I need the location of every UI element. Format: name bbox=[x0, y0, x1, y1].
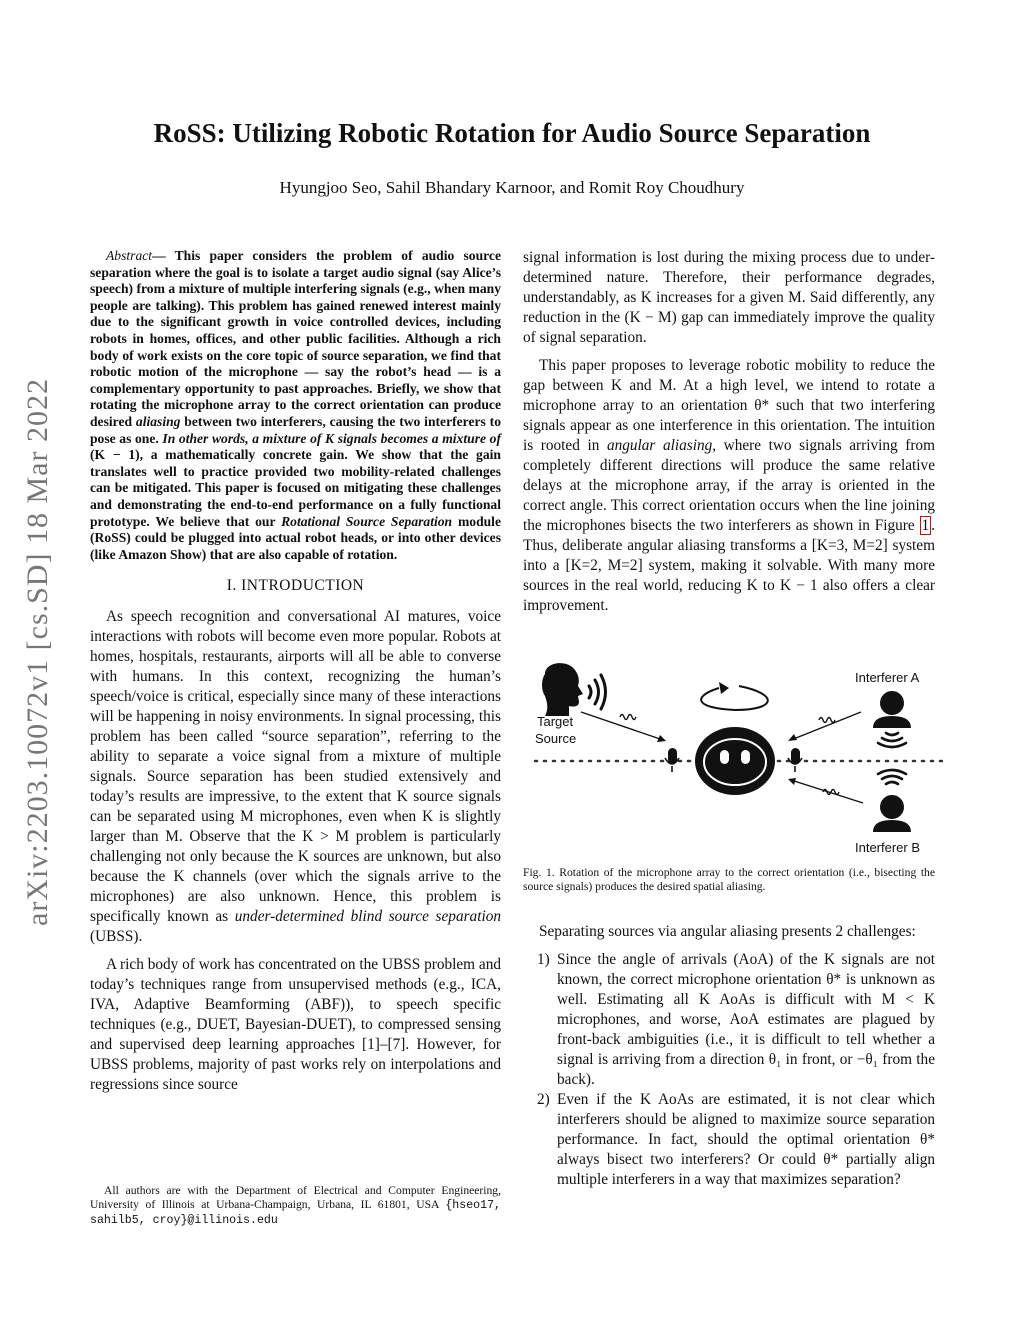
right-column-lower bbox=[523, 922, 935, 1190]
right-text-2a: This paper proposes to leverage robotic mobility to reduce the gap between K and M. At a high level, we intend to rotate a microphone array to an orientation θ* such that two interfering signals appear as one interference in this orientation. The intuition is rooted in bbox=[523, 357, 935, 454]
left-column bbox=[90, 248, 501, 1103]
target-speaker-icon bbox=[542, 663, 583, 716]
interferer-a-label: Interferer A bbox=[855, 670, 920, 685]
interferer-b-waves-icon bbox=[878, 770, 906, 784]
abstract-ross: Rotational Source Separation bbox=[281, 513, 453, 529]
list-item-number: 2) bbox=[537, 1091, 550, 1108]
challenges-list bbox=[523, 950, 935, 1190]
interferer-a-person-icon bbox=[873, 691, 911, 728]
intro-text-1: As speech recognition and conversational AI matures, voice interactions with robots will become even more popular. Robots at homes, hospitals, restaurants, airports will all be able to converse with humans. In this context, recognizing the human’s speech/voice is critical, especially since many of these interactions will be happening in noisy environments. In signal processing, this problem has been called “source separation”, referring to the ability to separate a voice signal from a mixture of multiple signals. Source separation has been studied extensively and today’s results are impressive, to the extent that K source signals can be separated using M microphones, even when K is slightly larger than M. Observe that the K > M problem is particularly challenging not only because the K sources are unknown, but also because the K channels (over which the signals arrive to the microphones) are also unknown. Hence, this problem is specifically known as bbox=[90, 608, 501, 926]
intro-italic: under-determined blind source separation bbox=[234, 908, 501, 926]
arxiv-identifier: arXiv:2203.10072v1 [cs.SD] 18 Mar 2022 bbox=[21, 378, 54, 926]
interferer-a-waves-icon bbox=[878, 733, 906, 747]
target-label-line2: Source bbox=[535, 731, 577, 746]
figure-reference-link[interactable]: 1 bbox=[921, 517, 930, 534]
interferer-b-label: Interferer B bbox=[855, 840, 921, 855]
footnote-emails: {hseo17, sahilb5, croy}@illinois.edu bbox=[90, 1199, 501, 1227]
list-item-number: 1) bbox=[537, 951, 550, 968]
interferer-b-squiggle bbox=[823, 790, 839, 795]
list-item-text: Since the angle of arrivals (AoA) of the K signals are not known, the correct microphone orientation θ* is unknown as well. Estimating all K AoAs is difficult with M < K microphones, and worse, AoA estimates are plagued by front-back ambiguities (i.e., it is difficult to tell whether a signal is arriving from a direction θ₁ in front, or −θ₁ from the back). bbox=[557, 951, 935, 1088]
abstract-text-4: module (RoSS) could be plugged into actual robot heads, or into other devices (like Amazon Show) that are also capable of rotation. bbox=[90, 513, 501, 562]
angular-aliasing-italic: angular aliasing bbox=[606, 437, 713, 454]
intro-text-1-end: (UBSS). bbox=[90, 928, 143, 946]
interferer-a-arrowhead bbox=[788, 734, 797, 741]
list-item bbox=[523, 1090, 935, 1190]
interferer-a-squiggle bbox=[819, 718, 835, 723]
abstract-label: Abstract bbox=[106, 248, 153, 263]
author-list: Hyungjoo Seo, Sahil Bhandary Karnoor, and Romit Roy Choudhury bbox=[279, 178, 745, 197]
abstract-text-2: between two interferers, causing the two interferers to pose as one. bbox=[90, 413, 501, 446]
interferer-b-person-icon bbox=[873, 795, 911, 832]
footnote-text: All authors are with the Department of Electrical and Computer Engineering, University of Illinois at Urbana-Champaign, Urbana, IL 61801, USA bbox=[90, 1184, 501, 1211]
microphone-right-icon bbox=[788, 748, 802, 772]
right-column bbox=[523, 248, 935, 624]
rotation-arrow bbox=[701, 686, 768, 710]
abstract-italic: In other words, a mixture of K signals becomes a mixture of bbox=[162, 430, 501, 446]
right-paragraph-2 bbox=[523, 356, 935, 616]
microphone-left-icon bbox=[665, 748, 679, 772]
abstract bbox=[90, 248, 501, 563]
sound-waves-icon bbox=[589, 675, 606, 709]
right-paragraph-1: signal information is lost during the mixing process due to under-determined nature. Therefore, their performance degrades, understandably, as K increases for a given M. Said differently, any reduction in the (K − M) gap can immediately improve the quality of signal separation. bbox=[523, 249, 935, 346]
paper-title: RoSS: Utilizing Robotic Rotation for Audio Source Separation bbox=[153, 118, 871, 148]
target-label-line1: Target bbox=[537, 714, 574, 729]
rotation-arrowhead bbox=[719, 682, 729, 694]
target-signal-squiggle bbox=[620, 715, 636, 720]
robot-head-icon bbox=[695, 727, 775, 795]
intro-paragraph-2: A rich body of work has concentrated on the UBSS problem and today’s techniques range from unsupervised methods (e.g., ICA, IVA, Adaptive Beamforming (ABF)), to speech specific techniques (e.g., DUET, Bayesian-DUET), to compressed sensing and supervised deep learning approaches [1]–[7]. However, for UBSS problems, majority of past works rely on interpolations and regressions since source bbox=[90, 956, 501, 1094]
section-heading-introduction: I. INTRODUCTION bbox=[226, 577, 365, 595]
abstract-text-3: (K − 1), a mathematically concrete gain. We show that the gain translates well to practice provided two mobility-related challenges can be mitigated. This paper is focused on mitigating these challenges and demonstrating the end-to-end performance on a fully functional prototype. We believe that our bbox=[90, 447, 501, 529]
target-arrow bbox=[581, 712, 663, 740]
right-text-2c: . Thus, deliberate angular aliasing transforms a [K=3, M=2] system into a [K=2, M=2] system, making it solvable. With many more sources in the real world, reducing K to K − 1 also offers a clear improvement. bbox=[523, 517, 935, 614]
intro-paragraph-1 bbox=[90, 607, 501, 947]
abstract-aliasing: aliasing bbox=[135, 413, 181, 429]
list-item-text: Even if the K AoAs are estimated, it is not clear which interferers should be aligned to maximize source separation performance. In fact, should the optimal orientation θ* always bisect two interferers? Or could θ* partially align multiple interferers in a way that maximizes separation? bbox=[557, 1091, 935, 1188]
interferer-a-arrow bbox=[791, 712, 861, 740]
interferer-b-arrowhead bbox=[788, 778, 796, 785]
author-footnote bbox=[90, 1184, 501, 1228]
abstract-text-1: — This paper considers the problem of audio source separation where the goal is to isolate a target audio signal (say Alice’s speech) from a mixture of multiple interfering signals (e.g., when many people are talking). This problem has gained renewed interest mainly due to the significant growth in voice controlled devices, including robots in homes, offices, and other public facilities. Although a rich body of work exists on the core topic of source separation, we find that robotic motion of the microphone — say the robot’s head — is a complementary opportunity to past approaches. Briefly, we show that rotating the microphone array to the correct orientation can produce desired bbox=[90, 248, 501, 429]
right-text-2b: , where two signals arriving from completely different directions will produce the same relative delays at the microphone array, if the array is oriented in the correct angle. This correct orientation occurs when the line joining the microphones bisects the two interferers as shown in Figure bbox=[523, 437, 935, 534]
challenges-intro: Separating sources via angular aliasing presents 2 challenges: bbox=[539, 923, 916, 940]
figure-1-caption: Fig. 1. Rotation of the microphone array to the correct orientation (i.e., bisecting the source signals) produces the desired spatial aliasing. bbox=[523, 866, 935, 893]
list-item bbox=[523, 950, 935, 1090]
figure-1 bbox=[523, 660, 943, 860]
